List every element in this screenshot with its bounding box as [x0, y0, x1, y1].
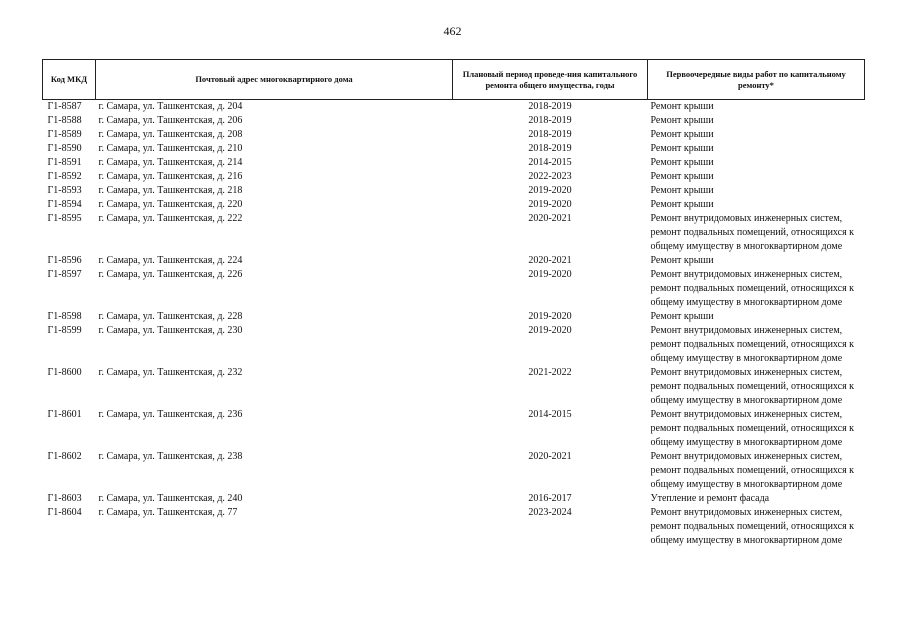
works-line: Ремонт крыши: [650, 199, 714, 210]
works-line: ремонт подвальных помещений, относящихся к: [650, 423, 855, 434]
works-line: общему имуществу в многоквартирном доме: [650, 535, 843, 546]
period-cell: 2020-2021: [528, 213, 572, 224]
address-cell: г. Самара, ул. Ташкентская, д. 208: [98, 129, 243, 140]
mkd-code-cell: Г1-8592: [47, 171, 82, 182]
mkd-code-cell: Г1-8599: [47, 325, 82, 336]
works-cell: [648, 184, 865, 198]
mkd-code-cell: Г1-8591: [47, 157, 82, 168]
table-row: [43, 156, 865, 170]
address-cell: г. Самара, ул. Ташкентская, д. 236: [98, 409, 243, 420]
address-cell: г. Самара, ул. Ташкентская, д. 232: [98, 367, 243, 378]
works-cell: [648, 268, 865, 310]
works-line: общему имуществу в многоквартирном доме: [650, 437, 843, 448]
works-line: Ремонт крыши: [650, 129, 714, 140]
works-line: Ремонт внутридомовых инженерных систем,: [650, 409, 843, 420]
table-header-row: [43, 60, 865, 100]
address-cell: г. Самара, ул. Ташкентская, д. 216: [98, 171, 243, 182]
address-cell: г. Самара, ул. Ташкентская, д. 226: [98, 269, 243, 280]
works-line: ремонт подвальных помещений, относящихся к: [650, 521, 855, 532]
period-cell: 2018-2019: [528, 143, 572, 154]
works-line: Ремонт крыши: [650, 311, 714, 322]
period-cell: 2014-2015: [528, 157, 572, 168]
mkd-table: [42, 59, 865, 548]
mkd-code-cell: Г1-8589: [47, 129, 82, 140]
address-cell: г. Самара, ул. Ташкентская, д. 238: [98, 451, 243, 462]
mkd-code-cell: Г1-8594: [47, 199, 82, 210]
works-cell: [648, 114, 865, 128]
table-row: [43, 366, 865, 408]
works-line: ремонт подвальных помещений, относящихся к: [650, 283, 855, 294]
mkd-code-cell: Г1-8600: [47, 367, 82, 378]
works-line: Ремонт крыши: [650, 157, 714, 168]
works-line: общему имуществу в многоквартирном доме: [650, 479, 843, 490]
period-cell: 2023-2024: [528, 507, 572, 518]
works-line: общему имуществу в многоквартирном доме: [650, 241, 843, 252]
period-cell: 2019-2020: [528, 311, 572, 322]
address-cell: г. Самара, ул. Ташкентская, д. 220: [98, 199, 243, 210]
works-line: Ремонт внутридомовых инженерных систем,: [650, 213, 843, 224]
address-cell: г. Самара, ул. Ташкентская, д. 206: [98, 115, 243, 126]
works-line: ремонт подвальных помещений, относящихся к: [650, 381, 855, 392]
works-line: Ремонт внутридомовых инженерных систем,: [650, 451, 843, 462]
header-address: Почтовый адрес многоквартирного дома: [96, 60, 453, 100]
mkd-code-cell: Г1-8598: [47, 311, 82, 322]
works-cell: [648, 128, 865, 142]
period-cell: 2019-2020: [528, 269, 572, 280]
table-row: [43, 254, 865, 268]
works-line: Ремонт крыши: [650, 255, 714, 266]
table-row: [43, 114, 865, 128]
period-cell: 2019-2020: [528, 325, 572, 336]
works-cell: [648, 366, 865, 408]
works-cell: [648, 156, 865, 170]
works-line: Ремонт внутридомовых инженерных систем,: [650, 367, 843, 378]
period-cell: 2018-2019: [528, 101, 572, 112]
works-line: Ремонт внутридомовых инженерных систем,: [650, 269, 843, 280]
table-row: [43, 450, 865, 492]
works-line: Утепление и ремонт фасада: [650, 493, 770, 504]
table-row: [43, 212, 865, 254]
period-cell: 2021-2022: [528, 367, 572, 378]
works-cell: [648, 450, 865, 492]
works-line: Ремонт крыши: [650, 115, 714, 126]
table-row: [43, 198, 865, 212]
address-cell: г. Самара, ул. Ташкентская, д. 214: [98, 157, 243, 168]
works-cell: [648, 170, 865, 184]
period-cell: 2019-2020: [528, 185, 572, 196]
works-line: общему имуществу в многоквартирном доме: [650, 395, 843, 406]
address-cell: г. Самара, ул. Ташкентская, д. 204: [98, 101, 243, 112]
header-works: Первоочередные виды работ по капитальному ремонту*: [648, 60, 865, 100]
works-line: ремонт подвальных помещений, относящихся к: [650, 465, 855, 476]
works-cell: [648, 492, 865, 506]
works-cell: [648, 310, 865, 324]
address-cell: г. Самара, ул. Ташкентская, д. 230: [98, 325, 243, 336]
mkd-code-cell: Г1-8597: [47, 269, 82, 280]
table-row: [43, 170, 865, 184]
header-period: Плановый период проведе-ния капитального ремонта общего имущества, годы: [453, 60, 648, 100]
mkd-code-cell: Г1-8604: [47, 507, 82, 518]
mkd-code-cell: Г1-8590: [47, 143, 82, 154]
works-cell: [648, 506, 865, 548]
works-line: общему имуществу в многоквартирном доме: [650, 353, 843, 364]
works-cell: [648, 100, 865, 115]
works-line: Ремонт внутридомовых инженерных систем,: [650, 507, 843, 518]
table-row: [43, 100, 865, 115]
works-cell: [648, 198, 865, 212]
table-row: [43, 142, 865, 156]
period-cell: 2016-2017: [528, 493, 572, 504]
works-line: ремонт подвальных помещений, относящихся к: [650, 227, 855, 238]
works-line: Ремонт крыши: [650, 185, 714, 196]
mkd-code-cell: Г1-8596: [47, 255, 82, 266]
works-cell: [648, 212, 865, 254]
table-row: [43, 310, 865, 324]
mkd-code-cell: Г1-8602: [47, 451, 82, 462]
works-line: ремонт подвальных помещений, относящихся к: [650, 339, 855, 350]
header-code: Код МКД: [43, 60, 96, 100]
mkd-code-cell: Г1-8588: [47, 115, 82, 126]
mkd-code-cell: Г1-8603: [47, 493, 82, 504]
address-cell: г. Самара, ул. Ташкентская, д. 222: [98, 213, 243, 224]
address-cell: г. Самара, ул. Ташкентская, д. 224: [98, 255, 243, 266]
table-body: [43, 100, 865, 549]
period-cell: 2020-2021: [528, 451, 572, 462]
works-line: Ремонт крыши: [650, 143, 714, 154]
mkd-code-cell: Г1-8601: [47, 409, 82, 420]
period-cell: 2019-2020: [528, 199, 572, 210]
table-row: [43, 408, 865, 450]
table-row: [43, 506, 865, 548]
address-cell: г. Самара, ул. Ташкентская, д. 218: [98, 185, 243, 196]
period-cell: 2018-2019: [528, 129, 572, 140]
period-cell: 2014-2015: [528, 409, 572, 420]
period-cell: 2018-2019: [528, 115, 572, 126]
table-row: [43, 492, 865, 506]
page-number: 462: [443, 24, 462, 38]
works-line: Ремонт внутридомовых инженерных систем,: [650, 325, 843, 336]
table-row: [43, 128, 865, 142]
table-row: [43, 324, 865, 366]
works-line: Ремонт крыши: [650, 171, 714, 182]
works-cell: [648, 324, 865, 366]
works-line: общему имуществу в многоквартирном доме: [650, 297, 843, 308]
period-cell: 2020-2021: [528, 255, 572, 266]
mkd-code-cell: Г1-8593: [47, 185, 82, 196]
works-line: Ремонт крыши: [650, 101, 714, 112]
address-cell: г. Самара, ул. Ташкентская, д. 228: [98, 311, 243, 322]
address-cell: г. Самара, ул. Ташкентская, д. 240: [98, 493, 243, 504]
works-cell: [648, 254, 865, 268]
mkd-code-cell: Г1-8587: [47, 101, 82, 112]
address-cell: г. Самара, ул. Ташкентская, д. 210: [98, 143, 243, 154]
works-cell: [648, 408, 865, 450]
mkd-code-cell: Г1-8595: [47, 213, 82, 224]
table-row: [43, 268, 865, 310]
works-cell: [648, 142, 865, 156]
period-cell: 2022-2023: [528, 171, 572, 182]
address-cell: г. Самара, ул. Ташкентская, д. 77: [98, 507, 238, 518]
table-row: [43, 184, 865, 198]
